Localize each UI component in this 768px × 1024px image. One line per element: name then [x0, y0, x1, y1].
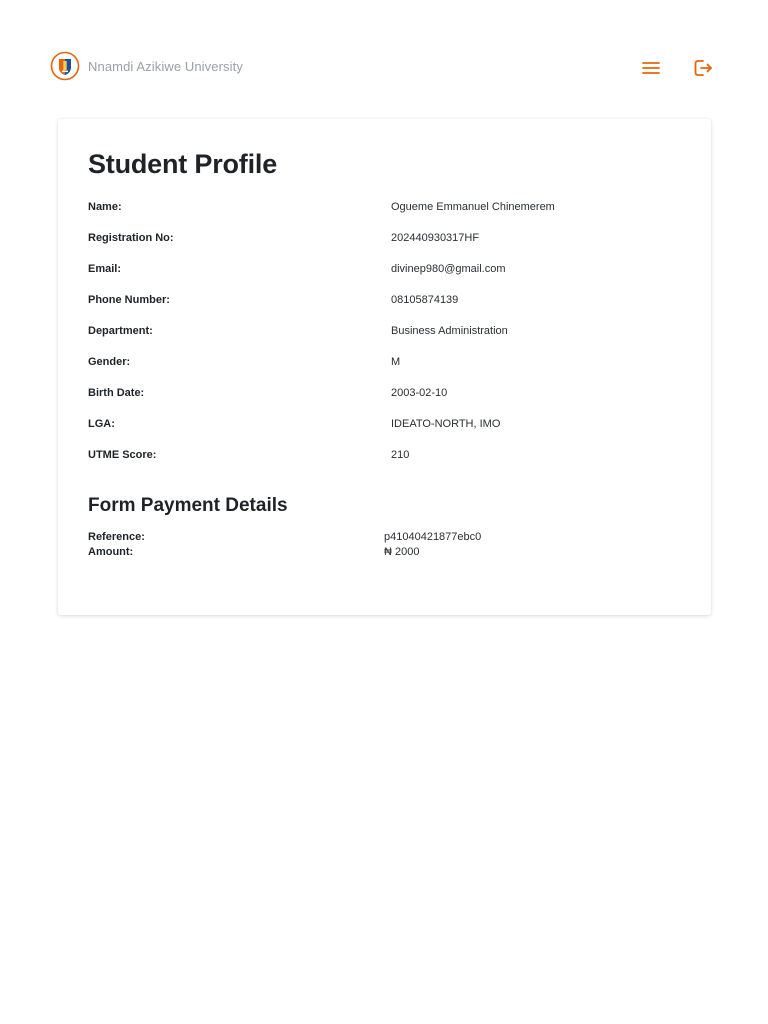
field-label: UTME Score: [88, 449, 157, 461]
field-label: Amount: [88, 546, 134, 558]
field-value: IDEATO-NORTH, IMO [391, 418, 501, 430]
brand-name: Nnamdi Azikiwe University [88, 58, 243, 74]
field-label: Phone Number: [88, 294, 170, 306]
field-value: 210 [391, 449, 410, 461]
field-value: p41040421877ebc0 [384, 531, 482, 543]
profile-row-birth-date [88, 385, 678, 416]
field-value: Ogueme Emmanuel Chinemerem [391, 201, 555, 213]
profile-row-lga [88, 416, 678, 447]
field-value: 08105874139 [391, 294, 459, 306]
field-label: Email: [88, 263, 122, 275]
profile-row-registration-no [88, 230, 678, 261]
field-label: Registration No: [88, 232, 174, 244]
profile-row-phone-number [88, 292, 678, 323]
payment-row-amount [88, 546, 678, 561]
brand-link[interactable] [50, 51, 243, 81]
field-label: Department: [88, 325, 153, 337]
profile-row-department [88, 323, 678, 354]
payment-row-reference [88, 531, 678, 546]
field-label: Reference: [88, 531, 145, 543]
field-label: Birth Date: [88, 387, 145, 399]
payment-section-title: Form Payment Details [88, 495, 288, 516]
field-label: LGA: [88, 418, 115, 430]
profile-row-name [88, 199, 678, 230]
menu-button[interactable] [639, 56, 663, 80]
field-value: Business Administration [391, 325, 508, 337]
app-header [0, 0, 768, 134]
profile-row-utme-score [88, 447, 678, 478]
hamburger-menu-icon [641, 58, 661, 78]
logout-icon [692, 57, 714, 79]
profile-details-list [88, 199, 678, 478]
profile-row-gender [88, 354, 678, 385]
profile-row-email [88, 261, 678, 292]
page-title: Student Profile [88, 149, 278, 179]
field-label: Gender: [88, 356, 131, 368]
field-label: Name: [88, 201, 122, 213]
payment-details-list [88, 531, 678, 561]
field-value: M [391, 356, 401, 368]
field-value: divinep980@gmail.com [391, 263, 506, 275]
field-value: ₦ 2000 [384, 546, 420, 558]
field-value: 202440930317HF [391, 232, 480, 244]
field-value: 2003-02-10 [391, 387, 448, 399]
logout-button[interactable] [691, 56, 715, 80]
student-profile-card [58, 119, 711, 615]
university-logo-icon [50, 51, 80, 81]
